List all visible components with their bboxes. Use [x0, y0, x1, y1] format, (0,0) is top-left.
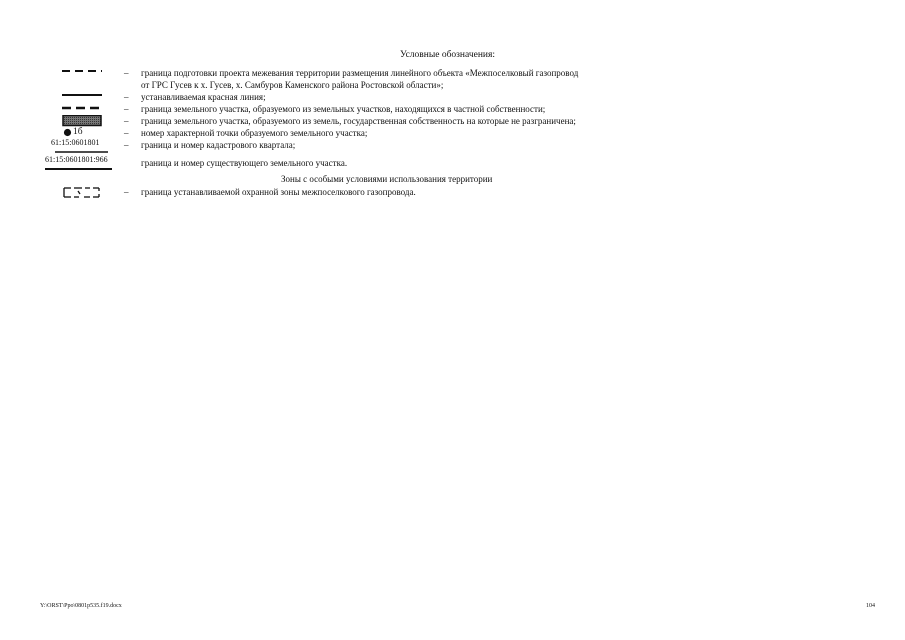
- legend-row-red-line: [0, 91, 905, 103]
- legend-row-project-boundary: [0, 67, 905, 79]
- legend-row-cadastral-quarter: [0, 139, 905, 151]
- cadastral-quarter-label: 61:15:0601801: [51, 138, 100, 147]
- footer-file-path: Y:\ORST\Ppo\0801p535.f19.docx: [40, 603, 122, 609]
- legend-text: граница и номер существующего земельного участка.: [141, 158, 348, 168]
- footer-page-number: 104: [866, 603, 875, 609]
- legend-text: граница устанавливаемой охранной зоны межпоселкового газопровода.: [141, 187, 416, 197]
- zones-title: Зоны с особыми условиями использования территории: [281, 174, 493, 184]
- legend-dash: –: [124, 68, 129, 78]
- point-label: 1б: [73, 127, 83, 137]
- legend-text: граница и номер кадастрового квартала;: [141, 140, 296, 150]
- legend-row-state-parcel: [0, 115, 905, 127]
- legend-title: Условные обозначения:: [400, 50, 496, 60]
- legend-text: граница земельного участка, образуемого из земель, государственная собственность на которые не разграничена;: [141, 116, 576, 126]
- legend-dash: –: [124, 140, 129, 150]
- legend-row-point-number: [0, 127, 905, 139]
- legend-dash: –: [124, 92, 129, 102]
- legend-text: граница земельного участка, образуемого из земельных участков, находящихся в частной собственности;: [141, 104, 546, 114]
- legend-text: номер характерной точки образуемого земельного участка;: [141, 128, 368, 138]
- thick-dashed-line-icon: [40, 103, 120, 115]
- cadastral-quarter-icon: [40, 150, 120, 154]
- legend-dash: –: [124, 187, 129, 197]
- legend-dash: –: [124, 104, 129, 114]
- existing-parcel-label: 61:15:0601801:966: [45, 155, 108, 164]
- legend-dash: –: [124, 116, 129, 126]
- dashed-line-icon: [40, 67, 120, 79]
- legend-text: устанавливаемая красная линия;: [141, 92, 266, 102]
- existing-parcel-icon: [40, 167, 120, 171]
- legend-dash: –: [124, 128, 129, 138]
- legend-row-private-parcel: [0, 103, 905, 115]
- protection-zone-icon: [40, 186, 120, 198]
- legend-row-existing-parcel: [0, 155, 905, 167]
- legend-row-project-boundary-cont: [0, 79, 905, 91]
- legend-row-protection-zone: [0, 186, 905, 198]
- legend-text-line1: граница подготовки проекта межевания территории размещения линейного объекта «Межпоселковый газопровод: [141, 68, 579, 78]
- hatched-rectangle-icon: [40, 115, 120, 127]
- solid-line-icon: [40, 91, 120, 103]
- legend-text-line2: от ГРС Гусев к х. Гусев, х. Самбуров Каменского района Ростовской области»;: [141, 80, 444, 90]
